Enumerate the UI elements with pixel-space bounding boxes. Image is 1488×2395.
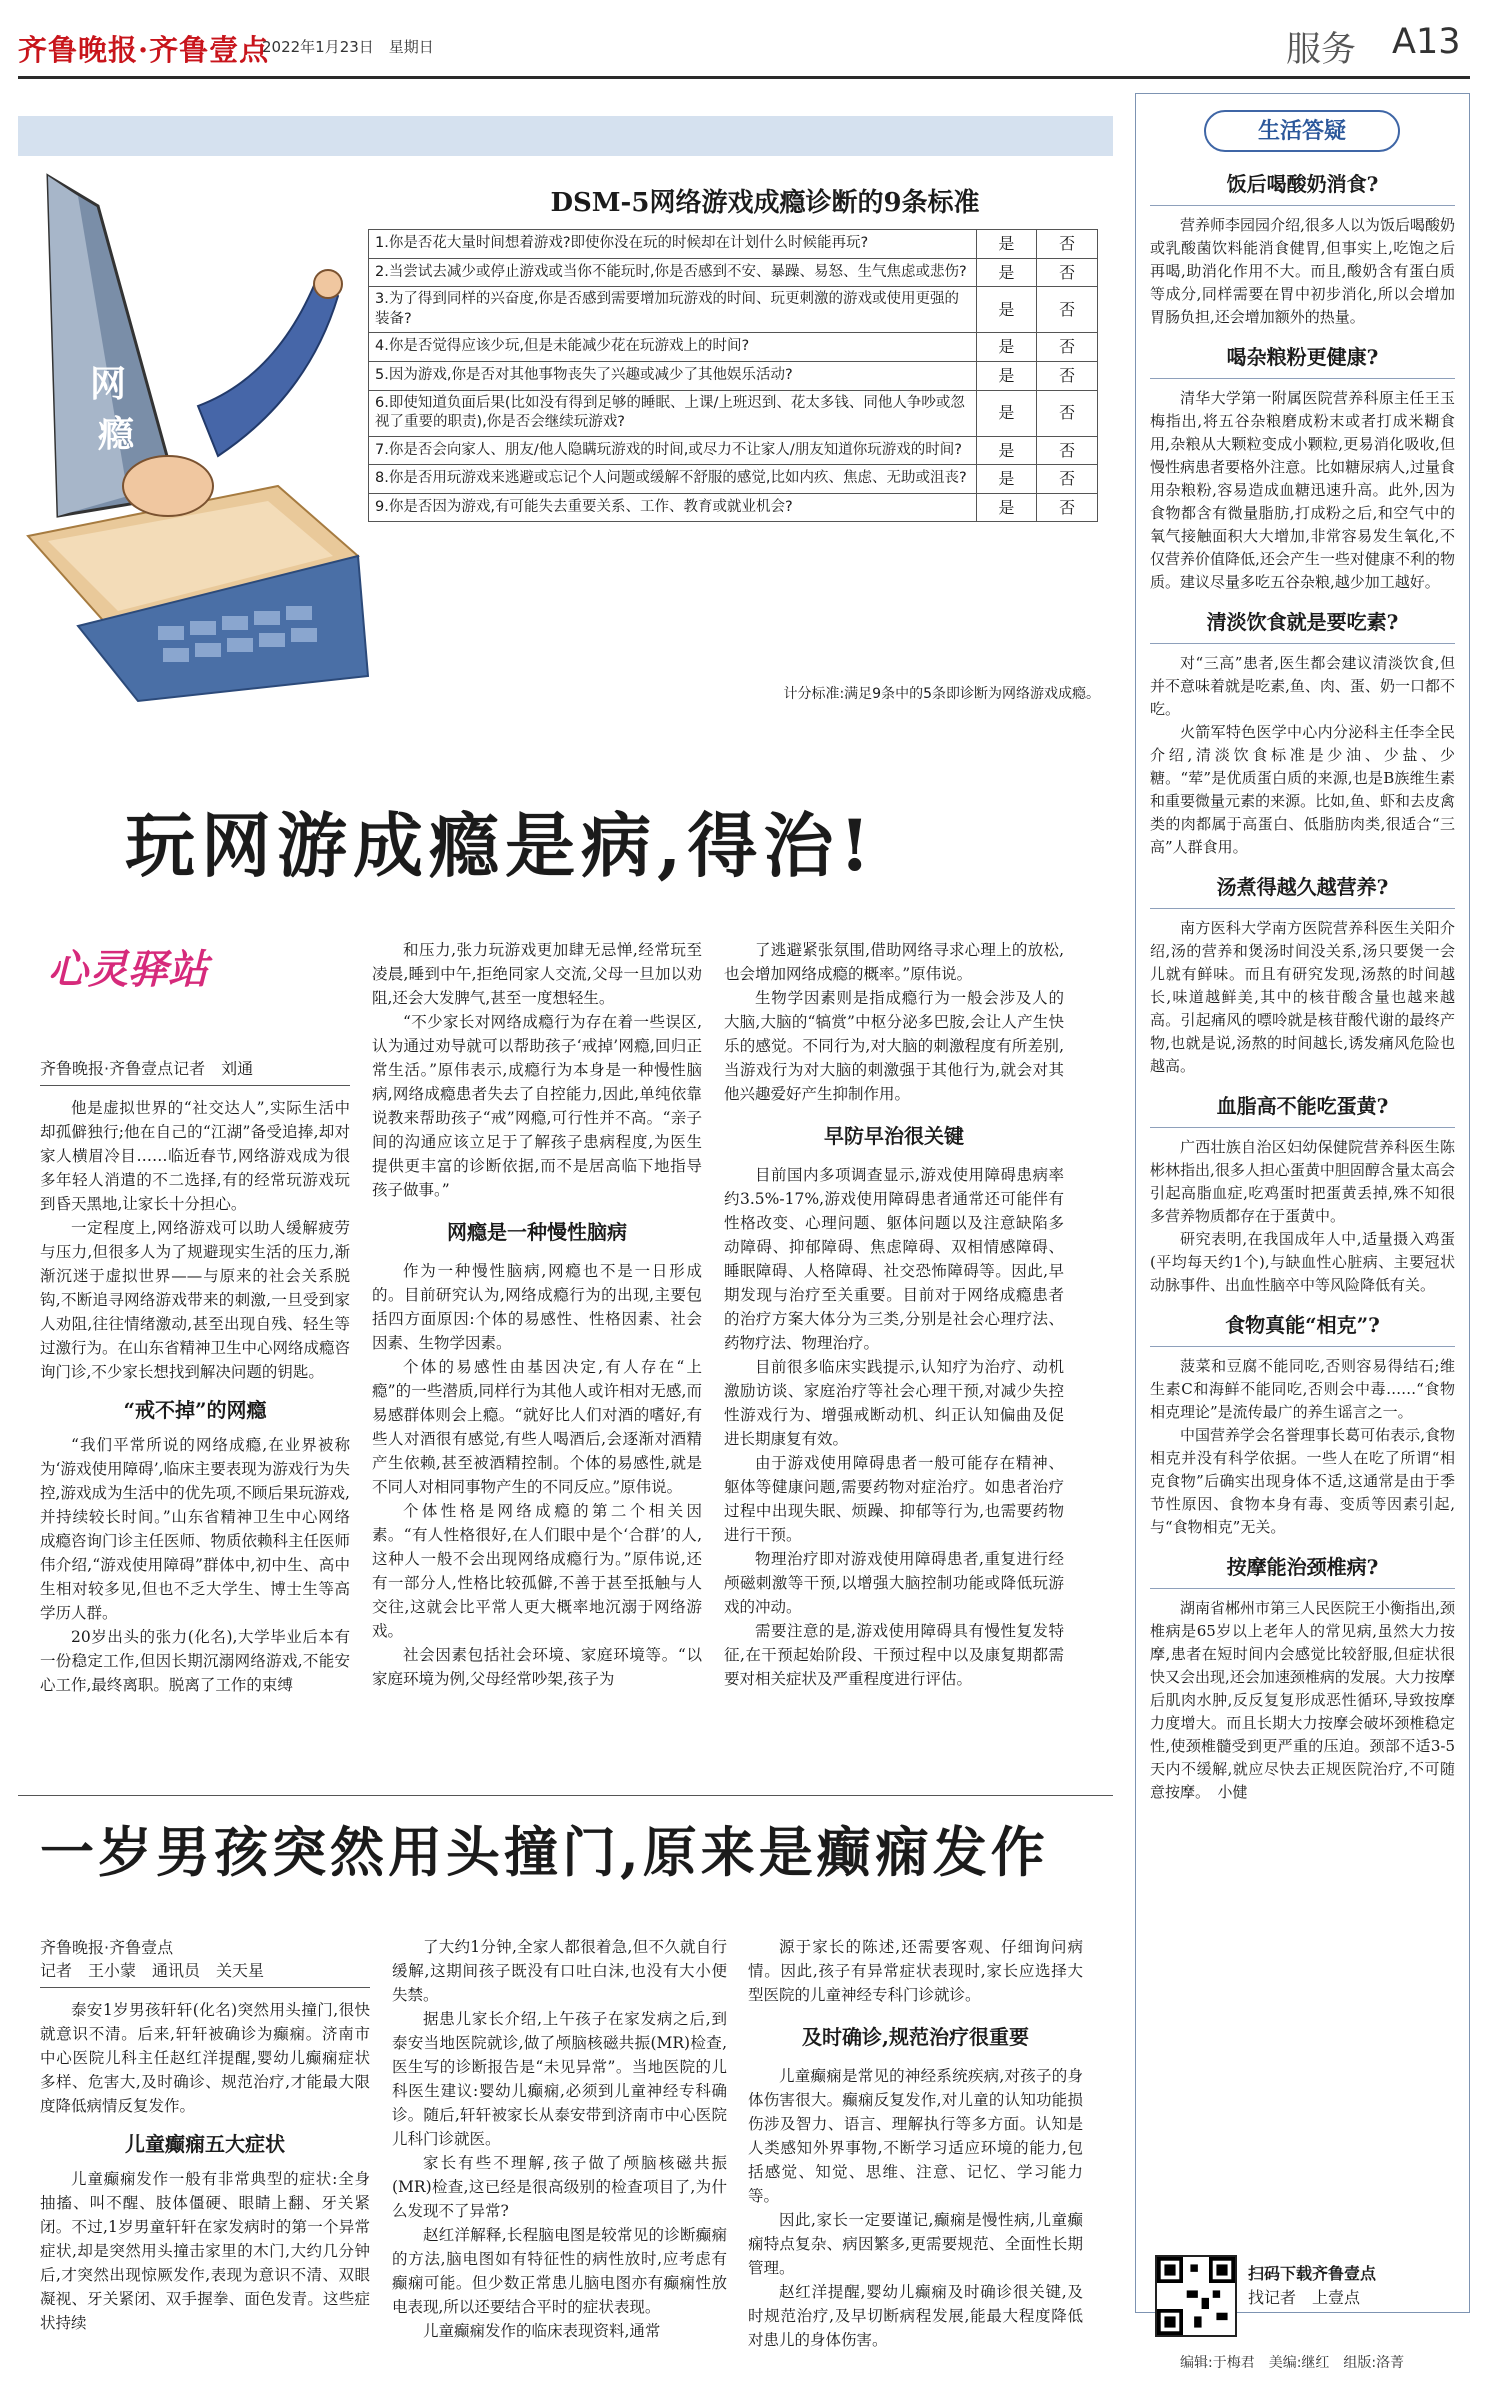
qr-caption-line2: 找记者 上壹点 [1248,2288,1361,2307]
article1-column-2 [372,938,702,1691]
criteria-question: 4.你是否觉得应该少玩,但是未能减少花在玩游戏上的时间? [369,333,977,362]
article2-byline-2: 记者 王小蒙 通讯员 关天星 [40,1961,265,1980]
paragraph: 赵红洋提醒,婴幼儿癫痫及时确诊很关键,及时规范治疗,及早切断病程发展,能最大程度降低对患儿的身体伤害。 [748,2283,1083,2349]
qr-code-icon [1157,2257,1235,2335]
subhead-five-symptoms: 儿童癫痫五大症状 [125,2132,285,2156]
sidebar-answer: 中国营养学会名誉理事长葛可佑表示,食物相克并没有科学依据。一些人在吃了所谓“相克食物”后确实出现身体不适,这通常是由于季节性原因、食物本身有毒、变质等因素引起,与“食物相克”无关。 [1150,1426,1455,1536]
sidebar-answer: 清华大学第一附属医院营养科原主任王玉梅指出,将五谷杂粮磨成粉末或者打成米糊食用,杂粮从大颗粒变成小颗粒,更易消化吸收,但慢性病患者要格外注意。比如糖尿病人,过量食用杂粮粉,容易造成血糖迅速升高。此外,因为食物都含有微量脂肪,打成粉之后,和空气中的氧气接触面积大大增加,非常容易发生氧化,不仅营养价值降低,还会产生一些对健康不利的物质。建议尽量多吃五谷杂粮,越少加工越好。 [1150,389,1455,591]
no-cell: 否 [1037,493,1098,522]
qr-code[interactable] [1155,2255,1237,2337]
article2-col2-text [392,1935,727,2343]
article1-column-3 [724,938,1064,1691]
editor-credits: 编辑:于梅君 美编:继红 组版:洛菁 [1180,2355,1405,2371]
paragraph: 需要注意的是,游戏使用障碍具有慢性复发特征,在干预起始阶段、干预过程中以及康复期都需要对相关症状及严重程度进行评估。 [724,1622,1064,1688]
paragraph: 源于家长的陈述,还需要客观、仔细询问病情。因此,孩子有异常症状表现时,家长应选择大型医院的儿童神经专科门诊就诊。 [748,1938,1083,2004]
article1-col3-text [724,938,1064,1106]
criteria-row [369,465,1098,494]
article1-column-1 [40,1056,350,1697]
criteria-question: 7.你是否会向家人、朋友/他人隐瞒玩游戏的时间,或尽力不让家人/朋友知道你玩游戏的时间? [369,436,977,465]
paragraph: 目前国内多项调查显示,游戏使用障碍患病率约3.5%-17%,游戏使用障碍患者通常还可能伴有性格改变、心理问题、躯体问题以及注意缺陷多动障碍、抑郁障碍、焦虑障碍、双相情感障碍、睡眠障碍、人格障碍、社交恐怖障碍等。因此,早期发现与治疗至关重要。目前对于网络成瘾患者的治疗方案大体分为三类,分别是社会心理疗法、药物疗法、物理治疗。 [724,1166,1064,1352]
article1-col2-text [372,938,702,1202]
article2-col1b-text [40,2167,370,2335]
yes-cell: 是 [976,390,1037,436]
paragraph: 赵红洋解释,长程脑电图是较常见的诊断癫痫的方法,脑电图如有特征性的病性放时,应考虑有癫痫可能。但少数正常患儿脑电图亦有癫痫性放电表现,所以还要结合平时的症状表现。 [392,2226,727,2316]
criteria-question: 6.即使知道负面后果(比如没有得到足够的睡眠、上课/上班迟到、花太多钱、同他人争吵或忽视了重要的职责),你是否会继续玩游戏? [369,390,977,436]
paragraph: 作为一种慢性脑病,网瘾也不是一日形成的。目前研究认为,网络成瘾行为的出现,主要包括四方面原因:个体的易感性、性格因素、社会因素、生物学因素。 [372,1262,702,1352]
headline-epilepsy: 一岁男孩突然用头撞门,原来是癫痫发作 [40,1820,1049,1884]
no-cell: 否 [1037,333,1098,362]
no-cell: 否 [1037,465,1098,494]
paragraph: 生物学因素则是指成瘾行为一般会涉及人的大脑,大脑的“犒赏”中枢分泌多巴胺,会让人产生快乐的感觉。不同行为,对大脑的刺激程度有所差别,当游戏行为对大脑的刺激强于其他行为,就会对其他兴趣爱好产生抑制作用。 [724,989,1064,1103]
yes-cell: 是 [976,230,1037,259]
criteria-row [369,333,1098,362]
paragraph: 了逃避紧张氛围,借助网络寻求心理上的放松,也会增加网络成瘾的概率。”原伟说。 [724,941,1064,983]
criteria-row [369,258,1098,287]
article2-col3b-text [748,2064,1083,2352]
article2-byline-1: 齐鲁晚报·齐鲁壹点 [40,1938,174,1957]
subhead-early-prevention: 早防早治很关键 [824,1124,964,1148]
article2-col1-text [40,1998,370,2118]
sidebar-question: 喝杂粮粉更健康? [1226,345,1379,369]
sidebar-rule [1150,908,1455,909]
yes-cell: 是 [976,465,1037,494]
criteria-row [369,287,1098,333]
issue-date: 2022年1月23日 星期日 [262,38,434,56]
no-cell: 否 [1037,258,1098,287]
paragraph: 了大约1分钟,全家人都很着急,但不久就自行缓解,这期间孩子既没有口吐白沫,也没有大小便失禁。 [392,1938,727,2004]
paragraph: 儿童癫痫发作一般有非常典型的症状:全身抽搐、叫不醒、肢体僵硬、眼睛上翻、牙关紧闭。不过,1岁男童轩轩在家发病时的第一个异常症状,却是突然用头撞击家里的木门,大约几分钟后,才突然出现惊厥发作,表现为意识不清、双眼凝视、牙关紧闭、双手握拳、面色发青。这些症状持续 [40,2170,370,2332]
criteria-question: 3.为了得到同样的兴奋度,你是否感到需要增加玩游戏的时间、玩更刺激的游戏或使用更强的装备? [369,287,977,333]
criteria-row [369,493,1098,522]
sidebar-answer: 对“三高”患者,医生都会建议清淡饮食,但并不意味着就是吃素,鱼、肉、蛋、奶一口都不吃。 [1150,654,1455,718]
no-cell: 否 [1037,230,1098,259]
paragraph: 个体的易感性由基因决定,有人存在“上瘾”的一些潜质,同样行为其他人或许相对无感,而易感群体则会上瘾。“就好比人们对酒的嗜好,有些人对酒很有感觉,有些人喝酒后,会逐渐对酒精产生依赖,甚至被酒精控制。个体的易感性,就是不同人对相同事物产生的不同反应。”原伟说。 [372,1358,702,1496]
illustration-label-1: 网 [90,363,127,405]
yes-cell: 是 [976,361,1037,390]
yes-cell: 是 [976,258,1037,287]
masthead: 齐鲁晚报·齐鲁壹点 [18,33,270,67]
article1-col2b-text [372,1259,702,1691]
sidebar-question: 饭后喝酸奶消食? [1226,172,1379,196]
sidebar-answer: 菠菜和豆腐不能同吃,否则容易得结石;维生素C和海鲜不能同吃,否则会中毒……“食物相克理论”是流传最广的养生谣言之一。 [1150,1357,1455,1421]
sidebar-rule [1150,643,1455,644]
sidebar-rule [1150,1588,1455,1589]
section-name: 服务 [1286,30,1357,70]
article2-column-2 [392,1935,727,2343]
yes-cell: 是 [976,333,1037,362]
criteria-table [368,229,1098,522]
paragraph: “我们平常所说的网络成瘾,在业界被称为‘游戏使用障碍’,临床主要表现为游戏行为失控,游戏成为生活中的优先项,不顾后果玩游戏,并持续较长时间。”山东省精神卫生中心网络成瘾咨询门诊主任医师、物质依赖科主任医师伟介绍,“游戏使用障碍”群体中,初中生、高中生相对较多见,但也不乏大学生、博士生等高学历人群。 [40,1436,351,1622]
criteria-question: 9.你是否因为游戏,有可能失去重要关系、工作、教育或就业机会? [369,493,977,522]
article-separator [18,1795,1113,1796]
paragraph: 儿童癫痫发作的临床表现资料,通常 [423,2322,661,2340]
headline-gaming-addiction: 玩网游成瘾是病,得治! [125,804,877,887]
criteria-question: 2.当尝试去减少或停止游戏或当你不能玩时,你是否感到不安、暴躁、易怒、生气焦虑或悲伤? [369,258,977,287]
sidebar-question: 汤煮得越久越营养? [1216,875,1389,899]
article1-col1b-text [40,1433,350,1697]
paragraph: 目前很多临床实践提示,认知疗为治疗、动机激励访谈、家庭治疗等社会心理干预,对减少失控性游戏行为、增强戒断动机、纠正认知偏曲及促进长期康复有效。 [724,1358,1064,1448]
criteria-question: 5.因为游戏,你是否对其他事物丧失了兴趣或减少了其他娱乐活动? [369,361,977,390]
sidebar-question: 清淡饮食就是要吃素? [1206,610,1399,634]
subhead-timely-diagnosis: 及时确诊,规范治疗很重要 [802,2025,1029,2049]
no-cell: 否 [1037,390,1098,436]
yes-cell: 是 [976,493,1037,522]
sidebar-answer: 营养师李园园介绍,很多人以为饭后喝酸奶或乳酸菌饮料能消食健胃,但事实上,吃饱之后再喝,助消化作用不大。而且,酸奶含有蛋白质等成分,同样需要在胃中初步消化,所以会增加胃肠负担,还会增加额外的热量。 [1150,216,1455,326]
article1-col3b-text [724,1163,1064,1691]
paragraph: 一定程度上,网络游戏可以助人缓解疲劳与压力,但很多人为了规避现实生活的压力,渐渐沉迷于虚拟世界——与原来的社会关系脱钩,不断追寻网络游戏带来的刺激,一旦受到家人劝阻,往往情绪激动,甚至出现自残、轻生等过激行为。在山东省精神卫生中心网络成瘾咨询门诊,不少家长想找到解决问题的钥匙。 [40,1219,351,1381]
criteria-row [369,230,1098,259]
sidebar-answer: 湖南省郴州市第三人民医院王小衡指出,颈椎病是65岁以上老年人的常见病,虽然大力按摩,患者在短时间内会感觉比较舒服,但症状很快又会出现,还会加速颈椎病的发展。大力按摩后肌肉水肿,反反复复形成恶性循环,导致按摩力度增大。而且长期大力按摩会破坏颈椎稳定性,使颈椎髓受到更严重的压迫。颈部不适3-5天内不缓解,就应尽快去正规医院治疗,不可随意按摩。 小健 [1150,1599,1455,1801]
paragraph: 物理治疗即对游戏使用障碍患者,重复进行经颅磁刺激等干预,以增强大脑控制功能或降低玩游戏的冲动。 [724,1550,1064,1616]
byline-rule-2 [40,1987,370,1988]
sidebar-question: 食物真能“相克”? [1225,1313,1380,1337]
criteria-row [369,390,1098,436]
criteria-question: 1.你是否花大量时间想着游戏?即使你没在玩的时候却在计划什么时候能再玩? [369,230,977,259]
paragraph: 泰安1岁男孩轩轩(化名)突然用头撞门,很快就意识不清。后来,轩轩被确诊为癫痫。济南市中心医院儿科主任赵红洋提醒,婴幼儿癫痫症状多样、危害大,及时确诊、规范治疗,才能最大限度降低病情反复发作。 [40,2001,370,2115]
criteria-row [369,361,1098,390]
sidebar-question: 血脂高不能吃蛋黄? [1216,1094,1389,1118]
sidebar-answer: 火箭军特色医学中心内分泌科主任李全民介绍,清淡饮食标准是少油、少盐、少糖。“荤”是优质蛋白质的来源,也是B族维生素和重要微量元素的来源。比如,鱼、虾和去皮禽类的肉都属于高蛋白、低脂肪肉类,很适合“三高”人群食用。 [1150,723,1455,856]
sidebar-answer: 广西壮族自治区妇幼保健院营养科医生陈彬林指出,很多人担心蛋黄中胆固醇含量太高会引起高脂血症,吃鸡蛋时把蛋黄丢掉,殊不知很多营养物质都存在于蛋黄中。 [1150,1138,1455,1225]
article2-column-3 [748,1935,1083,2352]
yes-cell: 是 [976,436,1037,465]
sidebar-answer: 研究表明,在我国成年人中,适量摄入鸡蛋(平均每天约1个),与缺血性心脏病、主要冠状动脉事件、出血性脑卒中等风险降低有关。 [1150,1230,1455,1294]
sidebar-rule [1150,205,1455,206]
sidebar-rule [1150,1127,1455,1128]
criteria-table-title: DSM-5网络游戏成瘾诊断的9条标准 [550,188,980,218]
subhead-chronic-brain-disease: 网瘾是一种慢性脑病 [447,1220,627,1244]
sidebar-title: 生活答疑 [1204,110,1400,152]
paragraph: 家长有些不理解,孩子做了颅脑核磁共振(MR)检查,这已经是很高级别的检查项目了,为什么发现不了异常? [392,2154,727,2220]
no-cell: 否 [1037,287,1098,333]
sidebar-question: 按摩能治颈椎病? [1226,1555,1379,1579]
article2-column-1 [40,1935,370,2335]
article1-byline: 齐鲁晚报·齐鲁壹点记者 刘通 [40,1059,254,1078]
top-color-band [18,116,1113,156]
sidebar-rule [1150,1346,1455,1347]
article2-col3-text [748,1935,1083,2007]
paragraph: 社会因素包括社会环境、家庭环境等。“以家庭环境为例,父母经常吵架,孩子为 [372,1646,702,1688]
criteria-question: 8.你是否用玩游戏来逃避或忘记个人问题或缓解不舒服的感觉,比如内疚、焦虑、无助或沮丧? [369,465,977,494]
qr-caption-line1: 扫码下载齐鲁壹点 [1248,2264,1377,2283]
sidebar-sections [1150,168,1455,2238]
no-cell: 否 [1037,361,1098,390]
internet-addiction-illustration [18,156,378,716]
subhead-cannot-quit: “戒不掉”的网瘾 [123,1398,267,1422]
paragraph: 个体性格是网络成瘾的第二个相关因素。“有人性格很好,在人们眼中是个‘合群’的人,这种人一般不会出现网络成瘾行为。”原伟说,还有一部分人,性格比较孤僻,不善于甚至抵触与人交往,这就会比平常人更大概率地沉溺于网络游戏。 [372,1502,702,1640]
paragraph: 儿童癫痫是常见的神经系统疾病,对孩子的身体伤害很大。癫痫反复发作,对儿童的认知功能损伤涉及智力、语言、理解执行等多方面。认知是人类感知外界事物,不断学习适应环境的能力,包括感觉、知觉、思维、注意、记忆、学习能力等。 [748,2067,1083,2205]
qr-caption [1248,2262,1376,2310]
page-number: A13 [1392,22,1461,62]
article1-col1-text [40,1096,350,1384]
sidebar-answer: 南方医科大学南方医院营养科医生关阳介绍,汤的营养和煲汤时间没关系,汤只要煲一会儿就有鲜味。而且有研究发现,汤熬的时间越长,味道越鲜美,其中的核苷酸含量也越来越高。引起痛风的嘌呤就是核苷酸代谢的最终产物,也就是说,汤熬的时间越长,诱发痛风危险也越高。 [1150,919,1455,1075]
paragraph: “不少家长对网络成瘾行为存在着一些误区,认为通过劝导就可以帮助孩子‘戒掉’网瘾,回归正常生活。”原伟表示,成瘾行为本身是一种慢性脑病,网络成瘾患者失去了自控能力,因此,单纯依靠说教来帮助孩子“戒”网瘾,可行性并不高。“亲子间的沟通应该立足于了解孩子患病程度,为医生提供更丰富的诊断依据,而不是居高临下地指导孩子做事。” [372,1013,702,1199]
criteria-note: 计分标准:满足9条中的5条即诊断为网络游戏成瘾。 [783,686,1100,702]
yes-cell: 是 [976,287,1037,333]
paragraph: 因此,家长一定要谨记,癫痫是慢性病,儿童癫痫特点复杂、病因繁多,更需要规范、全面性长期管理。 [748,2211,1083,2277]
paragraph: 由于游戏使用障碍患者一般可能存在精神、躯体等健康问题,需要药物对症治疗。如患者治疗过程中出现失眠、烦躁、抑郁等行为,也需要药物进行干预。 [724,1454,1064,1544]
paragraph: 据患儿家长介绍,上午孩子在家发病之后,到泰安当地医院就诊,做了颅脑核磁共振(MR)检查,医生写的诊断报告是“未见异常”。当地医院的儿科医生建议:婴幼儿癫痫,必须到儿童神经专科确诊。随后,轩轩被家长从泰安带到济南市中心医院儿科门诊就医。 [392,2010,727,2148]
criteria-row [369,436,1098,465]
byline-rule [40,1085,350,1086]
paragraph: 他是虚拟世界的“社交达人”,实际生活中却孤僻独行;他在自己的“江湖”备受追捧,却对家人横眉冷目……临近春节,网络游戏成为很多年轻人消遣的不二选择,有的经常玩游戏玩到昏天黑地,让家长十分担心。 [40,1099,350,1213]
header-rule [18,76,1470,79]
illustration-label-2: 瘾 [98,413,135,455]
paragraph: 和压力,张力玩游戏更加肆无忌惮,经常玩至凌晨,睡到中午,拒绝同家人交流,父母一旦加以劝阻,还会大发脾气,甚至一度想轻生。 [372,941,702,1007]
column-logo: 心灵驿站 [48,946,208,993]
no-cell: 否 [1037,436,1098,465]
paragraph: 20岁出头的张力(化名),大学毕业后本有一份稳定工作,但因长期沉溺网络游戏,不能安心工作,最终离职。脱离了工作的束缚 [40,1628,350,1694]
sidebar-rule [1150,378,1455,379]
